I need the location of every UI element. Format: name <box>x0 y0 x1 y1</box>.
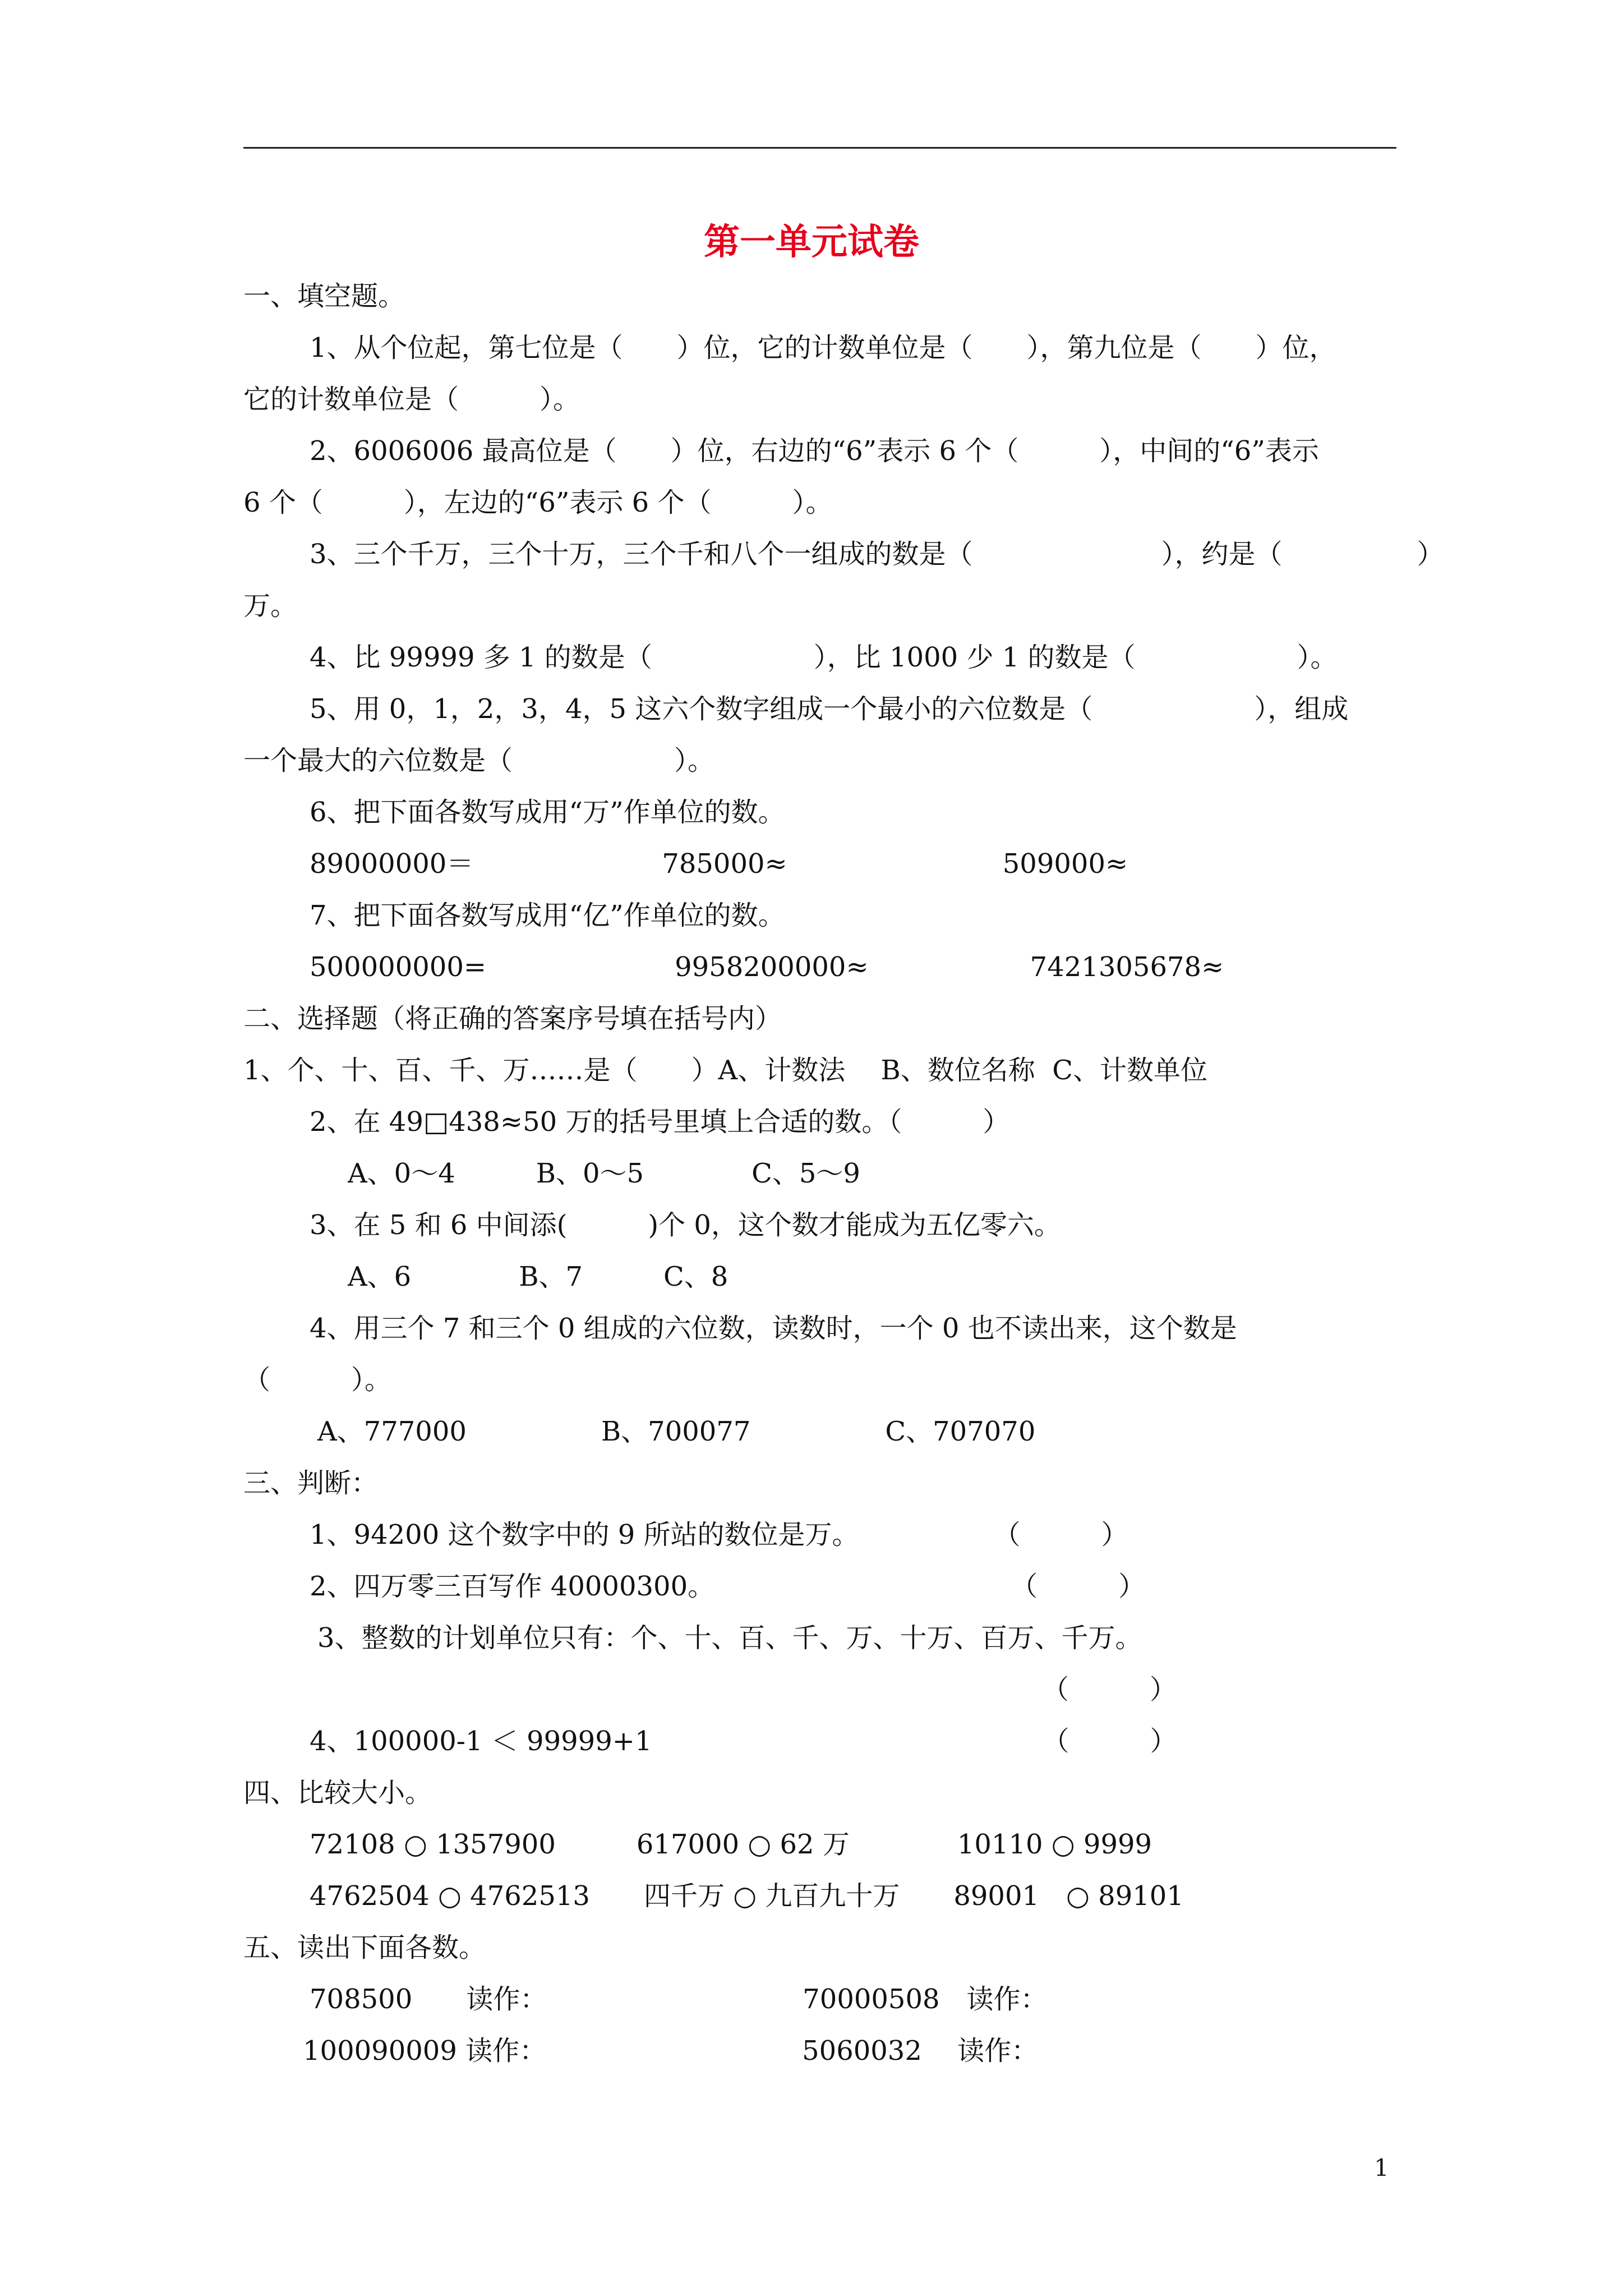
section-heading: 三、判断： <box>243 1467 379 1499</box>
option-line: A、0～4 B、0～5 C、5～9 <box>348 1158 860 1189</box>
question-line: 500000000= 9958200000≈ 7421305678≈ <box>310 951 1224 983</box>
question-line: 3、在 5 和 6 中间添( )个 0，这个数才能成为五亿零六。 <box>310 1209 1061 1241</box>
question-line: 6、把下面各数写成用“万”作单位的数。 <box>310 797 785 828</box>
section-heading: 五、读出下面各数。 <box>243 1932 486 1963</box>
page-title: 第一单元试卷 <box>704 222 919 263</box>
option-line: A、777000 B、700077 C、707070 <box>317 1416 1036 1447</box>
question-line: 6 个（ ），左边的“6”表示 6 个（ ）。 <box>243 487 833 518</box>
section-heading: 四、比较大小。 <box>243 1777 432 1809</box>
question-line: 它的计数单位是（ ）。 <box>243 384 580 415</box>
option-line: A、6 B、7 C、8 <box>348 1261 728 1292</box>
question-line: 4、100000-1 ＜ 99999+1 （ ） <box>310 1726 1177 1757</box>
section-heading: 一、填空题。 <box>243 280 405 312</box>
question-line: 2、6006006 最高位是（ ）位，右边的“6”表示 6 个（ ），中间的“6”表示 <box>310 435 1319 467</box>
question-line: 7、把下面各数写成用“亿”作单位的数。 <box>310 900 785 931</box>
question-line: 1、个、十、百、千、万……是（ ）A、计数法 B、数位名称 C、计数单位 <box>243 1055 1207 1086</box>
question-line: 1、94200 这个数字中的 9 所站的数位是万。 （ ） <box>310 1519 1128 1550</box>
compare-line: 72108 ○ 1357900 617000 ○ 62 万 10110 ○ 9999 <box>310 1829 1152 1860</box>
question-line: 1、从个位起，第七位是（ ）位，它的计数单位是（ ），第九位是（ ）位， <box>310 332 1336 364</box>
reading-line: 100090009 读作： 5060032 读作： <box>303 2035 1039 2067</box>
answer-bracket: （ ） <box>1042 1674 1177 1705</box>
section-heading: 二、选择题（将正确的答案序号填在括号内） <box>243 1003 782 1034</box>
page-number: 1 <box>1374 2154 1389 2182</box>
header-rule <box>243 147 1396 149</box>
question-line: 2、在 49□438≈50 万的括号里填上合适的数。（ ） <box>310 1106 1010 1138</box>
question-line: （ ）。 <box>243 1364 392 1396</box>
reading-line: 708500 读作： 70000508 读作： <box>310 1984 1048 2015</box>
question-line: 2、四万零三百写作 40000300。 （ ） <box>310 1571 1146 1602</box>
compare-line: 4762504 ○ 4762513 四千万 ○ 九百九十万 89001 ○ 89101 <box>310 1880 1184 1912</box>
question-line: 5、用 0，1，2，3，4，5 这六个数字组成一个最小的六位数是（ ），组成 <box>310 693 1349 725</box>
question-line: 一个最大的六位数是（ ）。 <box>243 745 715 776</box>
question-line: 3、三个千万，三个十万，三个千和八个一组成的数是（ ），约是（ ） <box>310 539 1444 570</box>
question-line: 89000000＝ 785000≈ 509000≈ <box>310 848 1128 880</box>
question-line: 3、整数的计划单位只有：个、十、百、千、万、十万、百万、千万。 <box>317 1622 1142 1654</box>
question-line: 4、比 99999 多 1 的数是（ ），比 1000 少 1 的数是（ ）。 <box>310 642 1338 673</box>
question-line: 4、用三个 7 和三个 0 组成的六位数，读数时，一个 0 也不读出来，这个数是 <box>310 1313 1237 1344</box>
question-line: 万。 <box>243 590 298 622</box>
